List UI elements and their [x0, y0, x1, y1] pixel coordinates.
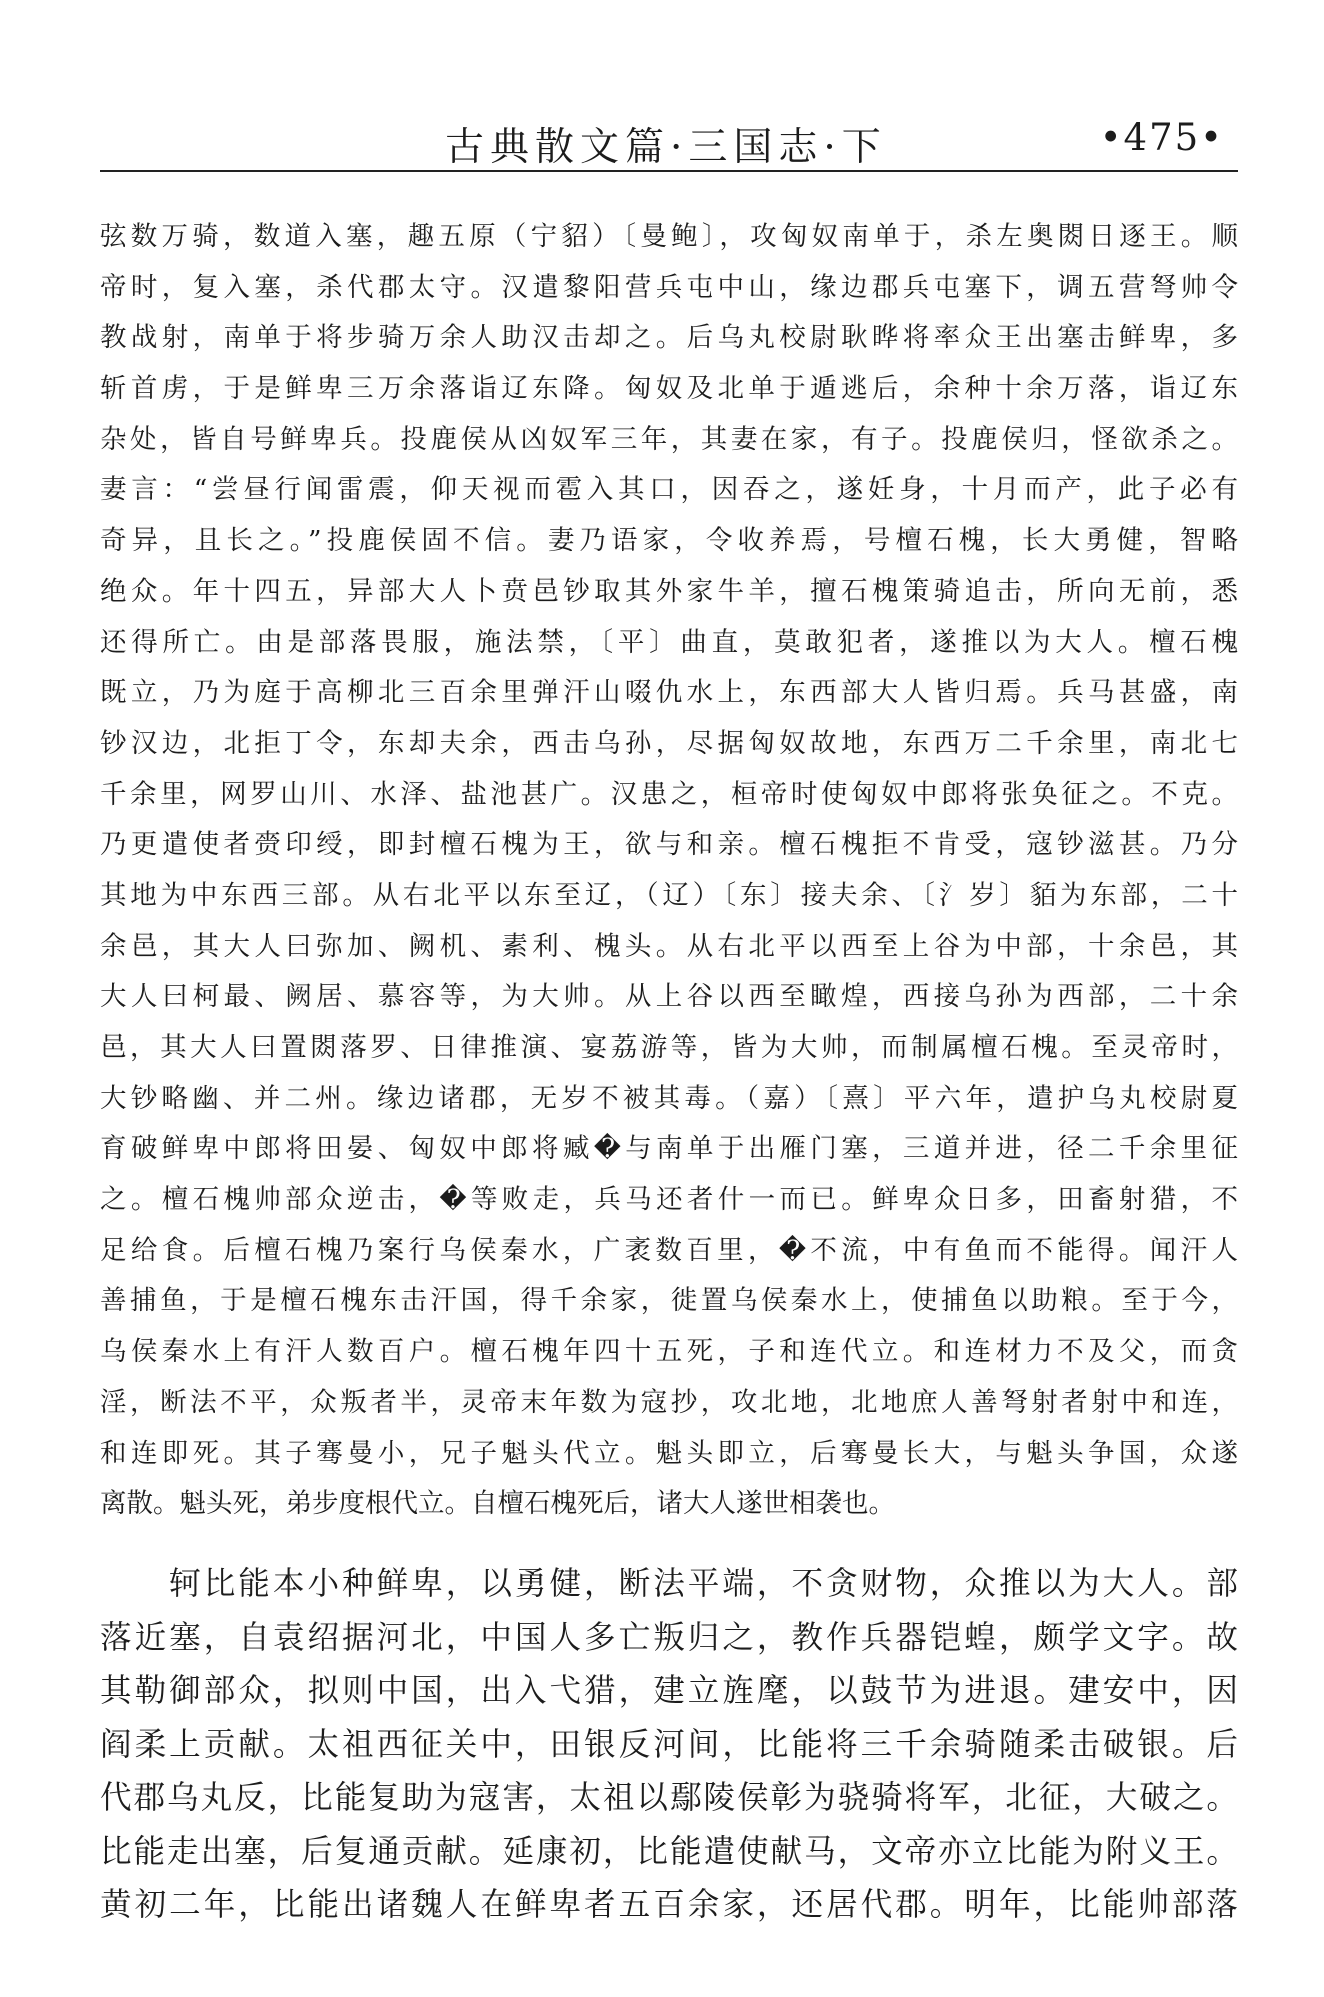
text-line: 千余里，网罗山川、水泽、盐池甚广。汉患之，桓帝时使匈奴中郎将张奂征之。不克。 — [100, 778, 1238, 810]
text-line: 善捕鱼，于是檀石槐东击汗国，得千余家，徙置乌侯秦水上，使捕鱼以助粮。至于今， — [100, 1285, 1238, 1317]
text-line: 邑，其大人曰置閦落罗、日律推演、宴荔游等，皆为大帅，而制属檀石槐。至灵帝时， — [100, 1032, 1238, 1063]
text-line: 乃更遣使者赍印绶，即封檀石槐为王，欲与和亲。檀石槐拒不肯受，寇钞滋甚。乃分 — [100, 829, 1238, 861]
page-number: •475• — [1099, 116, 1224, 159]
text-line: 离散。魁头死，弟步度根代立。自檀石槐死后，诸大人遂世相袭也。 — [100, 1488, 895, 1520]
text-line: 杂处，皆自号鲜卑兵。投鹿侯从凶奴军三年，其妻在家，有子。投鹿侯归，怪欲杀之。 — [100, 423, 1238, 455]
text-line: 大人曰柯最、阙居、慕容等，为大帅。从上谷以西至瞰煌，西接乌孙为西部，二十余 — [100, 981, 1238, 1013]
text-line: 既立，乃为庭于高柳北三百余里弹汗山啜仇水上，东西部大人皆归焉。兵马甚盛，南 — [100, 677, 1238, 709]
text-line: 大钞略幽、并二州。缘边诸郡，无岁不被其毒。（嘉）〔熹〕平六年，遣护乌丸校尉夏 — [100, 1082, 1238, 1114]
text-line: 黄初二年，比能出诸魏人在鲜卑者五百余家，还居代郡。明年，比能帅部落 — [100, 1887, 1238, 1923]
text-line: 余邑，其大人曰弥加、阙机、素利、槐头。从右北平以西至上谷为中部，十余邑，其 — [100, 930, 1238, 962]
text-line: 落近塞，自袁绍据河北，中国人多亡叛归之，教作兵器铠蝗，颇学文字。故 — [100, 1619, 1238, 1656]
text-line: 教战射，南单于将步骑万余人助汉击却之。后乌丸校尉耿晔将率众王出塞击鲜卑，多 — [100, 322, 1238, 354]
text-line: 育破鲜卑中郎将田晏、匈奴中郎将臧�与南单于出雁门塞，三道并进，径二千余里征 — [100, 1133, 1238, 1165]
text-line: 比能走出塞，后复通贡献。延康初，比能遣使献马，文帝亦立比能为附义王。 — [100, 1833, 1238, 1870]
text-line: 轲比能本小种鲜卑，以勇健，断法平端，不贪财物，众推以为大人。部 — [100, 1566, 1238, 1602]
text-line: 帝时，复入塞，杀代郡太守。汉遣黎阳营兵屯中山，缘边郡兵屯塞下，调五营弩帅令 — [100, 271, 1238, 303]
page-header — [100, 100, 1238, 170]
running-title: 古典散文篇·三国志·下 — [445, 125, 887, 170]
text-line: 代郡乌丸反，比能复助为寇害，太祖以鄢陵侯彰为骁骑将军，北征，大破之。 — [100, 1780, 1238, 1816]
text-line: 乌侯秦水上有汗人数百户。檀石槐年四十五死，子和连代立。和连材力不及父，而贪 — [100, 1336, 1238, 1368]
text-line: 足给食。后檀石槐乃案行乌侯秦水，广袤数百里，�不流，中有鱼而不能得。闻汗人 — [100, 1234, 1238, 1266]
text-line: 妻言：“尝昼行闻雷震，仰天视而雹入其口，因吞之，遂妊身，十月而产，此子必有 — [100, 474, 1238, 506]
text-line: 斩首虏，于是鲜卑三万余落诣辽东降。匈奴及北单于遁逃后，余种十余万落，诣辽东 — [100, 373, 1238, 405]
text-line: 之。檀石槐帅部众逆击，�等败走，兵马还者什一而已。鲜卑众日多，田畜射猎，不 — [100, 1184, 1238, 1216]
text-line: 奇异，且长之。”投鹿侯固不信。妻乃语家，令收养焉，号檀石槐，长大勇健，智略 — [100, 525, 1238, 557]
text-line: 和连即死。其子骞曼小，兄子魁头代立。魁头即立，后骞曼长大，与魁头争国，众遂 — [100, 1437, 1238, 1469]
text-line: 阎柔上贡献。太祖西征关中，田银反河间，比能将三千余骑随柔击破银。后 — [100, 1726, 1238, 1763]
annotation-text-block — [100, 212, 1238, 1530]
text-line: 钞汉边，北拒丁令，东却夫余，西击乌孙，尽据匈奴故地，东西万二千余里，南北七 — [100, 727, 1238, 759]
text-line: 弦数万骑，数道入塞，趣五原（宁貂）〔曼鲍〕，攻匈奴南单于，杀左奥閦日逐王。顺 — [100, 221, 1238, 252]
text-line: 其勒御部众，拟则中国，出入弋猎，建立旌麾，以鼓节为进退。建安中，因 — [100, 1673, 1238, 1709]
main-text-block — [100, 1558, 1238, 1933]
text-line: 淫，断法不平，众叛者半，灵帝末年数为寇抄，攻北地，北地庶人善弩射者射中和连， — [100, 1386, 1238, 1418]
text-line: 绝众。年十四五，异部大人卜贲邑钞取其外家牛羊，擅石槐策骑追击，所向无前，悉 — [100, 575, 1238, 607]
text-line: 还得所亡。由是部落畏服，施法禁，〔平〕曲直，莫敢犯者，遂推以为大人。檀石槐 — [100, 626, 1238, 658]
text-line: 其地为中东西三部。从右北平以东至辽，（辽）〔东〕接夫余、〔氵岁〕貊为东部，二十 — [100, 879, 1238, 911]
header-rule — [100, 170, 1238, 172]
